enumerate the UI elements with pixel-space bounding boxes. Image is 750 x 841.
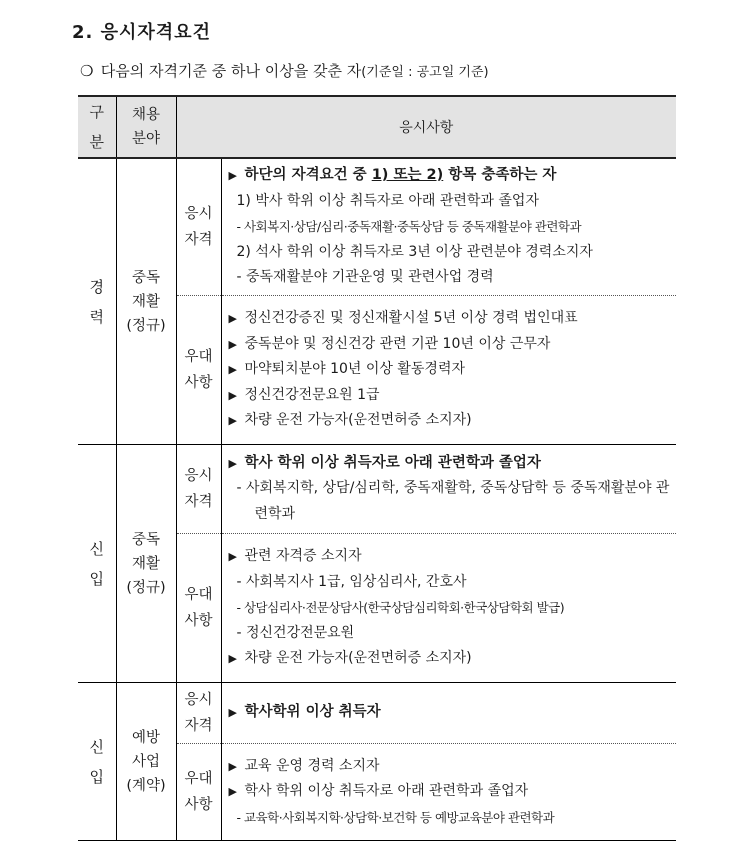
triangle-bullet-icon: ▶: [228, 169, 237, 183]
list-item: - 정신건강전문요원: [236, 624, 355, 641]
content-cell: [221, 534, 676, 683]
content-cell: [221, 744, 676, 841]
header-field: 채용 분야: [116, 96, 176, 158]
table-header-row: [78, 96, 676, 158]
sub-label-cell: 우대 사항: [176, 744, 221, 841]
triangle-bullet-icon: ▶: [228, 706, 237, 720]
list-item: ▶ 중독분야 및 정신건강 관련 기관 10년 이상 근무자: [229, 332, 671, 358]
list-item: ▶ 학사 학위 이상 취득자로 아래 관련학과 졸업자: [229, 779, 671, 805]
content-cell: [221, 158, 676, 296]
list-item: ▶ 차량 운전 가능자(운전면허증 소지자): [229, 408, 671, 434]
content-cell: [221, 683, 676, 744]
triangle-bullet-icon: ▶: [228, 456, 237, 470]
sub-label-cell: 우대 사항: [176, 534, 221, 683]
list-item: ▶ 차량 운전 가능자(운전면허증 소지자): [229, 646, 671, 672]
triangle-bullet-icon: ▶: [228, 388, 237, 402]
triangle-bullet-icon: ▶: [228, 337, 237, 351]
header-category: 구 분: [78, 96, 116, 158]
content-cell: [221, 445, 676, 534]
circle-bullet-icon: ❍: [80, 62, 94, 80]
section-heading: 2. 응시자격요건: [72, 22, 211, 43]
sub-label-cell: 응시 자격: [176, 445, 221, 534]
list-item: 2) 석사 학위 이상 취득자로 3년 이상 관련분야 경력소지자: [236, 243, 593, 260]
list-item: ▶ 마약퇴치분야 10년 이상 활동경력자: [229, 357, 671, 383]
triangle-bullet-icon: ▶: [228, 759, 237, 773]
list-item: - 중독재활분야 기관운영 및 관련사업 경력: [236, 269, 494, 286]
intro-line: [80, 60, 489, 81]
table-row: [78, 445, 676, 534]
triangle-bullet-icon: ▶: [228, 312, 237, 326]
intro-text: 다음의 자격기준 중 하나 이상을 갖춘 자: [100, 62, 362, 80]
list-item: - 교육학·사회복지학·상담학·보건학 등 예방교육분야 관련학과: [236, 809, 555, 825]
list-item: - 사회복지사 1급, 임상심리사, 간호사: [236, 573, 467, 590]
table-row: [78, 158, 676, 296]
sub-label-cell: 우대 사항: [176, 296, 221, 445]
category-cell: 신 입: [78, 445, 116, 683]
list-item: 1) 박사 학위 이상 취득자로 아래 관련학과 졸업자: [236, 192, 539, 209]
list-item: ▶ 교육 운영 경력 소지자: [229, 754, 671, 780]
intro-note: (기준일 : 공고일 기준): [361, 65, 489, 80]
category-cell: 경 력: [78, 158, 116, 445]
list-item: ▶ 정신건강전문요원 1급: [229, 383, 671, 409]
triangle-bullet-icon: ▶: [228, 785, 237, 799]
list-item: - 사회복지·상담/심리·중독재활·중독상담 등 중독재활분야 관련학과: [236, 219, 582, 235]
list-item: ▶ 학사 학위 이상 취득자로 아래 관련학과 졸업자: [229, 451, 671, 477]
list-item: ▶ 관련 자격증 소지자: [229, 544, 671, 570]
list-item: ▶ 학사학위 이상 취득자: [229, 700, 671, 726]
field-cell: 예방 사업 (계약): [116, 683, 176, 841]
list-item: ▶ 하단의 자격요건 중 1) 또는 2) 항목 충족하는 자: [229, 163, 671, 189]
sub-label-cell: 응시 자격: [176, 683, 221, 744]
list-item: - 사회복지학, 상담/심리학, 중독재활학, 중독상담학 등 중독재활분야 관련학과: [236, 480, 670, 522]
field-cell: 중독 재활 (정규): [116, 445, 176, 683]
header-requirements: 응시사항: [176, 96, 676, 158]
list-item: ▶ 정신건강증진 및 정신재활시설 5년 이상 경력 법인대표: [229, 306, 671, 332]
category-cell: 신 입: [78, 683, 116, 841]
triangle-bullet-icon: ▶: [228, 363, 237, 377]
table-row: [78, 683, 676, 744]
qualification-table: [78, 95, 676, 841]
triangle-bullet-icon: ▶: [228, 652, 237, 666]
content-cell: [221, 296, 676, 445]
list-item: - 상담심리사·전문상담사(한국상담심리학회·한국상담학회 발급): [236, 600, 565, 616]
sub-label-cell: 응시 자격: [176, 158, 221, 296]
field-cell: 중독 재활 (정규): [116, 158, 176, 445]
triangle-bullet-icon: ▶: [228, 414, 237, 428]
triangle-bullet-icon: ▶: [228, 550, 237, 564]
